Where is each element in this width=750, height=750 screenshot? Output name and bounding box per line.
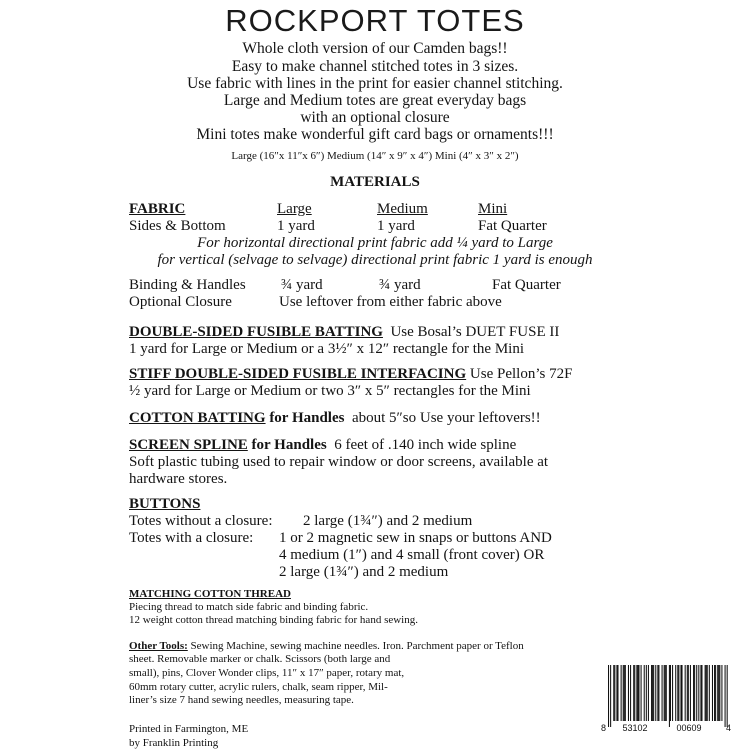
barcode-bar <box>608 665 609 727</box>
barcode-bar <box>633 665 634 721</box>
barcode-bar <box>698 665 699 721</box>
barcode-bar <box>715 665 716 721</box>
fabric-note-1: For horizontal directional print fabric add ¼ yard to Large <box>197 235 553 251</box>
barcode-bar <box>665 665 666 721</box>
barcode-bar <box>664 665 665 721</box>
barcode-digit-left: 8 <box>601 723 607 733</box>
barcode-bar <box>670 665 671 721</box>
barcode-bar <box>718 665 719 721</box>
buttons-row1-text: 2 large (1¾″) and 2 medium <box>303 513 473 529</box>
barcode-bar <box>621 665 622 721</box>
barcode-bar <box>652 665 653 721</box>
screen-spline-line-2: Soft plastic tubing used to repair window or door screens, available at <box>129 454 549 470</box>
intro-line-5: with an optional closure <box>300 109 450 126</box>
printed-line-2: by Franklin Printing <box>129 737 219 749</box>
barcode-bar <box>678 665 679 721</box>
upc-barcode <box>599 663 733 733</box>
barcode-bar <box>669 665 670 727</box>
barcode-bar <box>636 665 637 721</box>
barcode-bar <box>707 665 708 721</box>
intro-line-1: Whole cloth version of our Camden bags!! <box>242 40 508 57</box>
barcode-bar <box>648 665 649 721</box>
barcode-bar <box>705 665 706 721</box>
stiff-interfacing-line-1 <box>129 366 572 383</box>
fabric-row3-text: Use leftover from either fabric above <box>279 294 502 310</box>
other-tools-line-5: liner’s size 7 hand sewing needles, measuring tape. <box>129 694 354 706</box>
barcode-bar <box>616 665 617 721</box>
intro-line-4: Large and Medium totes are great everyday bags <box>223 92 527 109</box>
other-tools-line-4: 60mm rotary cutter, acrylic rulers, chalk, seam ripper, Mil- <box>129 681 388 693</box>
barcode-bar <box>637 665 638 721</box>
barcode-digit-right: 4 <box>726 723 732 733</box>
barcode-bar <box>617 665 618 721</box>
fabric-col-medium: Medium <box>377 201 428 217</box>
cotton-batting-line <box>129 410 541 427</box>
barcode-bar <box>672 665 673 721</box>
fabric-note-2: for vertical (selvage to selvage) directional print fabric 1 yard is enough <box>157 252 593 268</box>
cotton-batting-heading: COTTON BATTING <box>129 410 266 426</box>
cotton-batting-note: about 5″so Use your leftovers!! <box>344 410 541 426</box>
fabric-row1-medium: 1 yard <box>377 218 415 234</box>
barcode-bar <box>662 665 663 721</box>
barcode-bar <box>610 665 611 727</box>
materials-heading: MATERIALS <box>330 174 420 190</box>
screen-spline-spec: 6 feet of .140 inch wide spline <box>326 437 517 453</box>
fabric-col-mini: Mini <box>478 201 508 217</box>
printed-line-1: Printed in Farmington, ME <box>129 723 249 735</box>
barcode-bars <box>608 665 728 727</box>
barcode-bar <box>628 665 629 721</box>
page-title: ROCKPORT TOTES <box>225 3 525 38</box>
barcode-group-1: 53102 <box>622 723 648 733</box>
buttons-row2-line-3: 2 large (1¾″) and 2 medium <box>279 564 449 580</box>
barcode-bar <box>725 665 726 727</box>
fabric-col-large: Large <box>277 201 312 217</box>
fabric-row2-mini: Fat Quarter <box>492 277 561 293</box>
other-tools-line-1 <box>129 640 524 652</box>
barcode-bar <box>644 665 645 721</box>
barcode-bar <box>688 665 689 721</box>
barcode-bar <box>641 665 642 721</box>
barcode-bar <box>651 665 652 721</box>
barcode-bar <box>677 665 678 721</box>
other-tools-line-3: small), pins, Clover Wonder clips, 11″ x 17″ paper, rotary mat, <box>129 667 405 679</box>
intro-line-3: Use fabric with lines in the print for easier channel stitching. <box>187 75 563 92</box>
other-tools-text-1: Sewing Machine, sewing machine needles. Iron. Parchment paper or Teflon <box>187 640 524 652</box>
other-tools-heading: Other Tools: <box>129 640 188 652</box>
barcode-bar <box>717 665 718 721</box>
other-tools-line-2: sheet. Removable marker or chalk. Scissors (both large and <box>129 653 391 665</box>
barcode-bar <box>714 665 715 721</box>
fabric-row3-label: Optional Closure <box>129 294 232 310</box>
barcode-bar <box>706 665 707 721</box>
intro-line-2: Easy to make channel stitched totes in 3 sizes. <box>231 58 519 75</box>
thread-line-2: 12 weight cotton thread matching binding fabric for hand sewing. <box>129 614 418 626</box>
barcode-bar <box>690 665 691 721</box>
stiff-interfacing-line-2: ½ yard for Large or Medium or two 3″ x 5″ rectangles for the Mini <box>129 383 531 399</box>
barcode-bar <box>712 665 713 721</box>
double-batting-line-1 <box>129 324 559 341</box>
fabric-row1-large: 1 yard <box>277 218 315 234</box>
thread-heading: MATCHING COTTON THREAD <box>129 588 291 600</box>
fabric-row1-label: Sides & Bottom <box>129 218 226 234</box>
fabric-row1-mini: Fat Quarter <box>478 218 547 234</box>
fabric-heading: FABRIC <box>129 201 186 217</box>
barcode-bar <box>694 665 695 721</box>
barcode-bar <box>721 665 722 721</box>
barcode-bar <box>658 665 659 721</box>
intro-line-6: Mini totes make wonderful gift card bags or ornaments!!! <box>196 126 554 143</box>
buttons-row2-line-2: 4 medium (1″) and 4 small (front cover) OR <box>279 547 545 563</box>
fabric-row2-label: Binding & Handles <box>129 277 246 293</box>
barcode-bar <box>682 665 683 721</box>
double-batting-product: Use Bosal’s DUET FUSE II <box>382 324 560 340</box>
thread-line-1: Piecing thread to match side fabric and binding fabric. <box>129 601 369 613</box>
barcode-bar <box>701 665 702 721</box>
buttons-row1-label: Totes without a closure: <box>129 513 273 529</box>
barcode-bar <box>657 665 658 721</box>
buttons-heading: BUTTONS <box>129 496 201 512</box>
barcode-bar <box>625 665 626 721</box>
barcode-bar <box>693 665 694 721</box>
double-batting-heading: DOUBLE-SIDED FUSIBLE BATTING <box>129 324 383 340</box>
barcode-bar <box>709 665 710 721</box>
fabric-row2-large: ¾ yard <box>281 277 323 293</box>
barcode-bar <box>675 665 676 721</box>
sizes-line: Large (16″x 11″x 6″) Medium (14″ x 9″ x 4″) Mini (4″ x 3″ x 2″) <box>231 150 519 162</box>
double-batting-line-2: 1 yard for Large or Medium or a 3½″ x 12″ rectangle for the Mini <box>129 341 525 357</box>
barcode-bar <box>655 665 656 721</box>
barcode-bar <box>653 665 654 721</box>
barcode-bar <box>646 665 647 721</box>
barcode-bar <box>727 665 728 727</box>
barcode-bar <box>613 665 614 721</box>
barcode-bar <box>666 665 667 721</box>
screen-spline-heading: SCREEN SPLINE <box>129 437 248 453</box>
screen-spline-line-1 <box>129 437 516 454</box>
buttons-row2-label: Totes with a closure: <box>129 530 254 546</box>
buttons-row2-line-1: 1 or 2 magnetic sew in snaps or buttons AND <box>279 530 552 546</box>
barcode-bar <box>614 665 615 721</box>
barcode-bar <box>634 665 635 721</box>
barcode-bar <box>719 665 720 721</box>
stiff-interfacing-heading: STIFF DOUBLE-SIDED FUSIBLE INTERFACING <box>129 366 467 382</box>
barcode-bar <box>680 665 681 721</box>
barcode-bar <box>687 665 688 721</box>
fabric-row2-medium: ¾ yard <box>379 277 421 293</box>
screen-spline-line-3: hardware stores. <box>129 471 228 487</box>
cotton-batting-for-handles: for Handles <box>265 410 345 426</box>
barcode-bar <box>638 665 639 721</box>
barcode-bar <box>630 665 631 721</box>
barcode-group-2: 00609 <box>676 723 702 733</box>
barcode-bar <box>700 665 701 721</box>
screen-spline-for-handles: for Handles <box>247 437 327 453</box>
barcode-bar <box>624 665 625 721</box>
barcode-bar <box>685 665 686 721</box>
barcode-bar <box>623 665 624 721</box>
barcode-bar <box>696 665 697 721</box>
stiff-interfacing-product: Use Pellon’s 72F <box>466 366 573 382</box>
